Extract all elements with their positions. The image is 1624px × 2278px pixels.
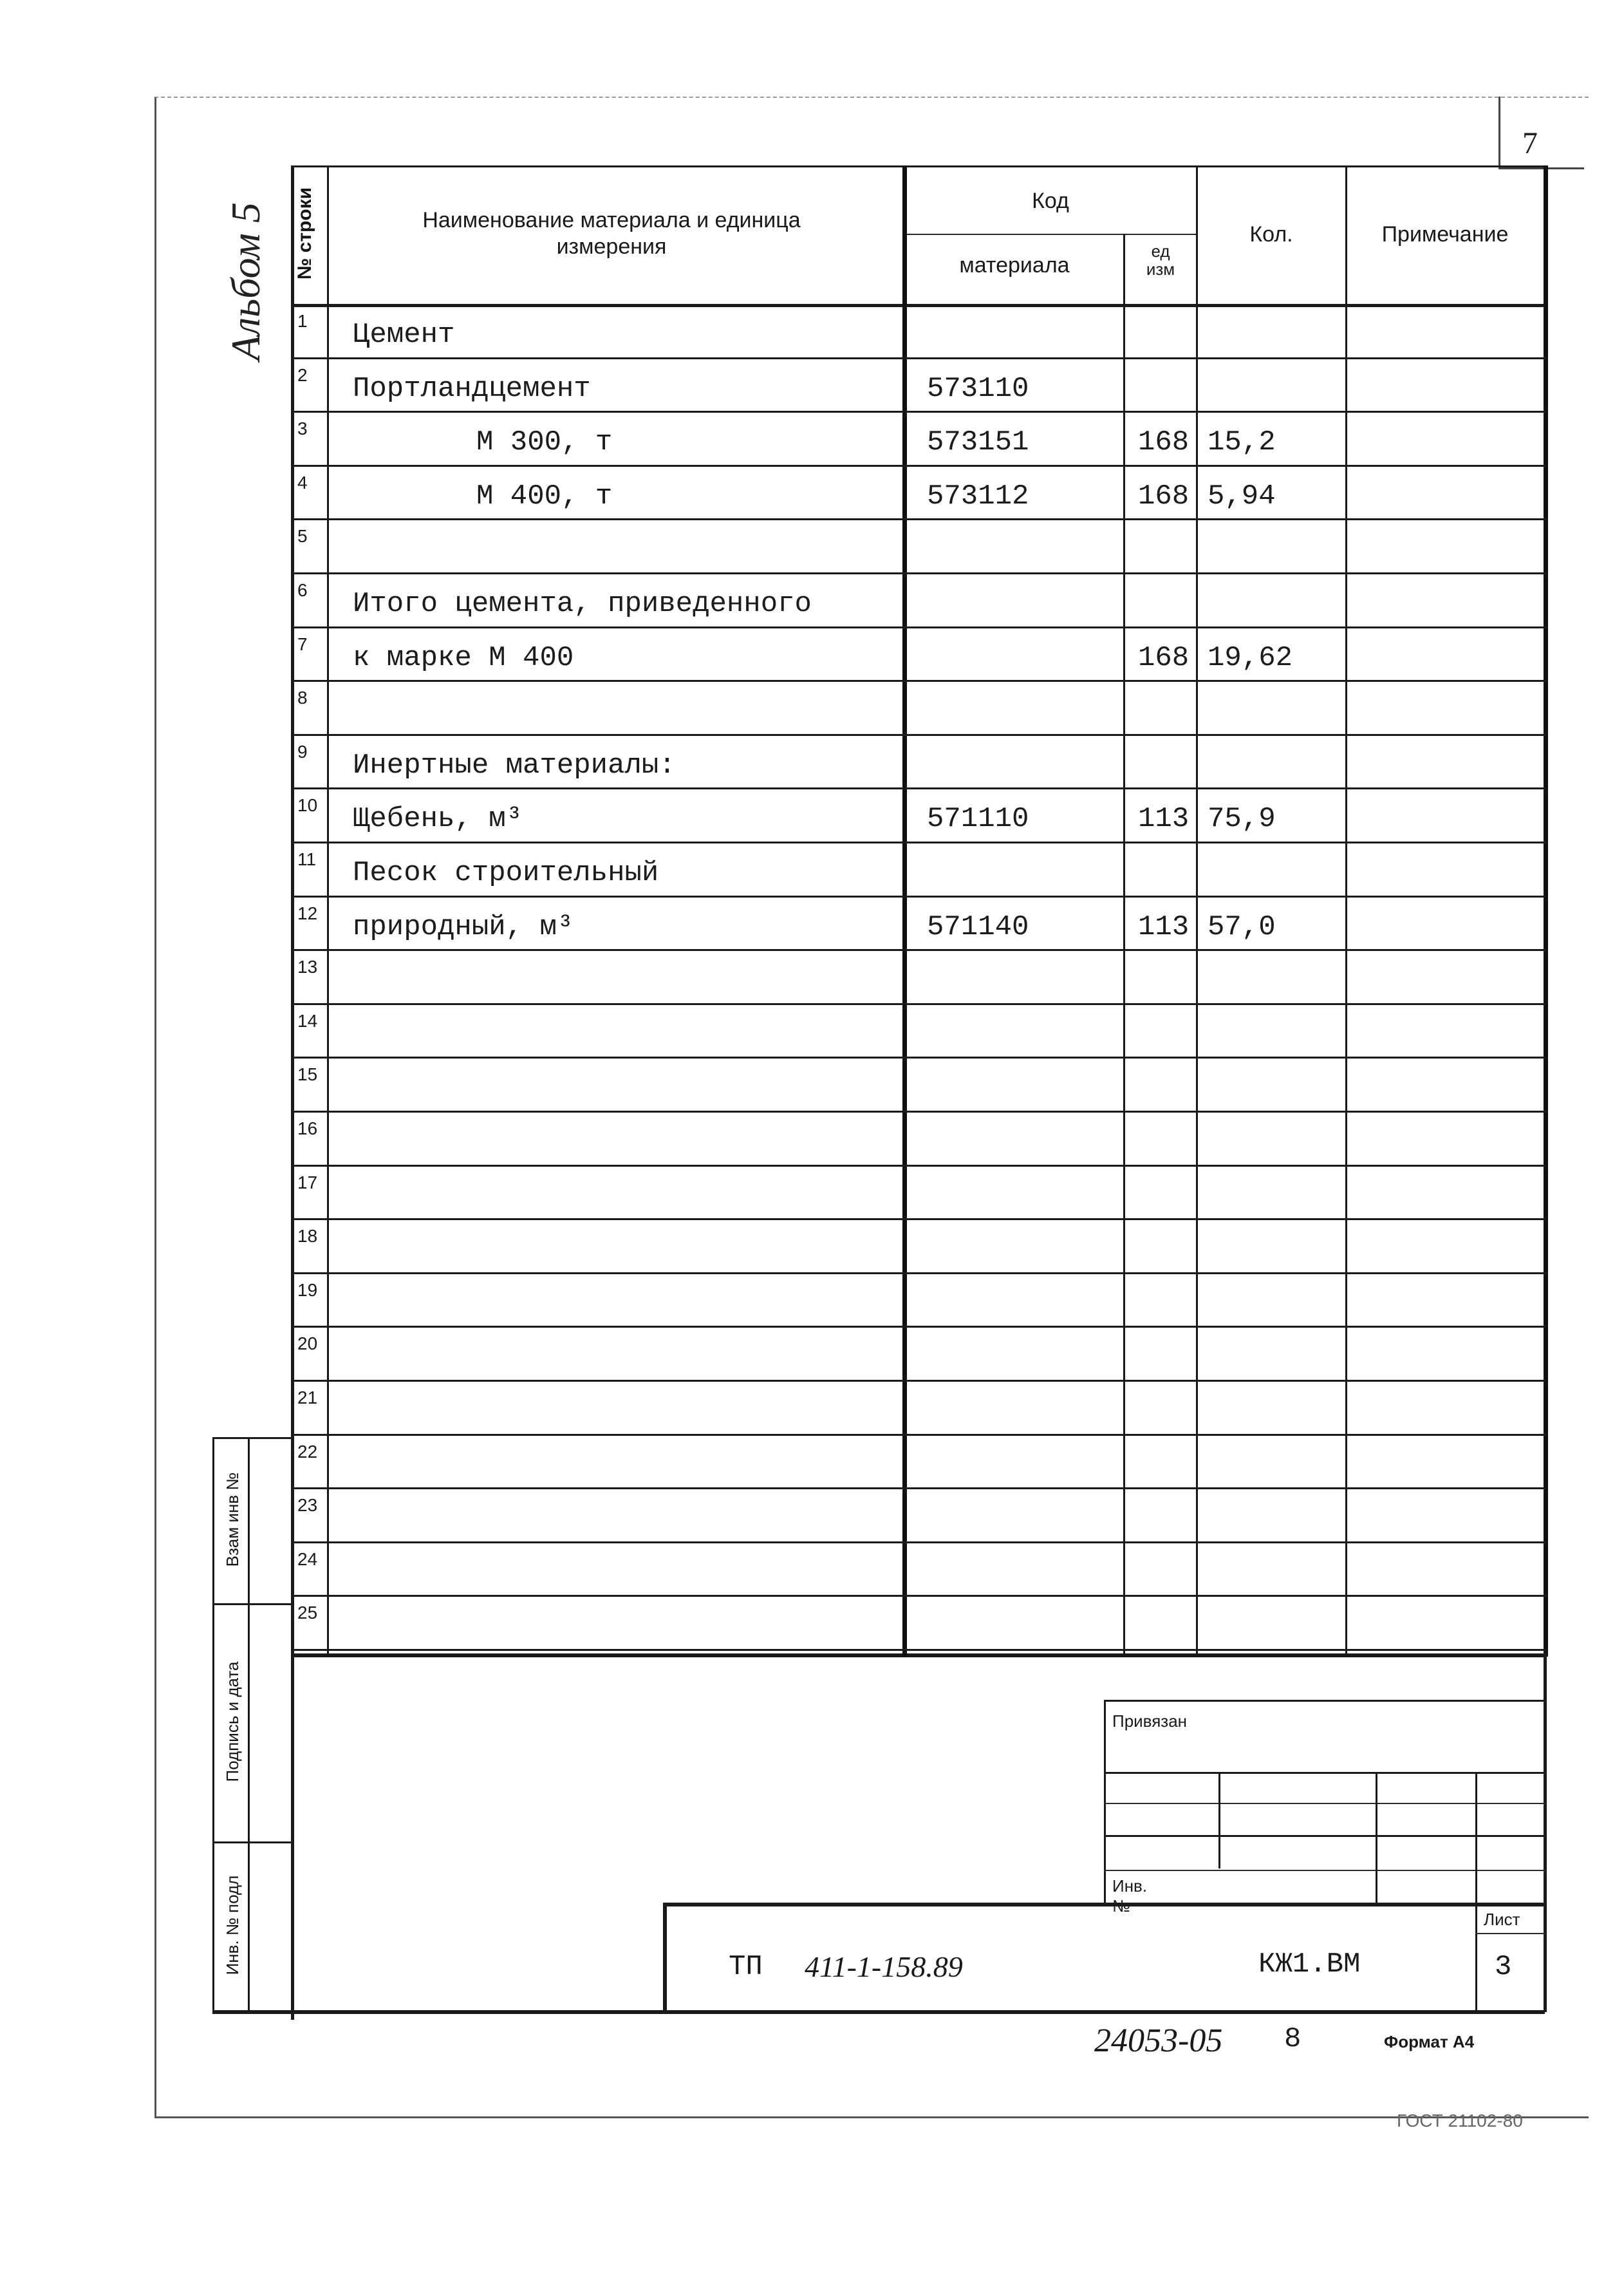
header-name: Наименование материала и единица измерения <box>422 208 801 259</box>
header-qty: Кол. <box>1249 222 1293 247</box>
tb-list-divider <box>1475 1933 1545 1934</box>
row-code: 571110 <box>927 803 1029 836</box>
tb-privyazan-top <box>1104 1700 1545 1702</box>
row-name: природный, м³ <box>353 910 574 943</box>
row-separator <box>291 1595 1546 1597</box>
row-number: 12 <box>297 903 318 923</box>
col-border-unit <box>1196 165 1198 1655</box>
row-separator <box>291 949 1546 951</box>
row-separator <box>291 626 1546 628</box>
row-code: 573151 <box>927 426 1029 459</box>
row-number: 23 <box>297 1495 318 1516</box>
header-code: Код <box>1032 189 1069 213</box>
tb-privyazan: Привязан <box>1112 1711 1188 1731</box>
col-border-right <box>1544 165 1548 1657</box>
row-number: 6 <box>297 580 308 600</box>
header-row-no: № строки <box>294 187 315 280</box>
tb-doc-code: КЖ1.ВМ <box>1258 1948 1361 1981</box>
row-separator <box>291 1541 1546 1543</box>
row-separator <box>291 518 1546 520</box>
row-separator <box>291 842 1546 843</box>
tb-list-value: 3 <box>1495 1951 1512 1983</box>
row-number: 8 <box>297 688 308 708</box>
row-number: 2 <box>297 364 308 385</box>
tb-grid-h4 <box>1104 1870 1545 1871</box>
tb-doc-top <box>663 1903 1545 1906</box>
row-number: 22 <box>297 1441 318 1462</box>
row-number: 18 <box>297 1226 318 1247</box>
table-top-border <box>291 165 1546 167</box>
row-unit: 168 <box>1138 641 1190 674</box>
col-border-qty <box>1345 165 1347 1655</box>
side-label-inv-podl: Инв. № подл <box>223 1875 242 1975</box>
code-header-divider <box>904 234 1196 235</box>
row-number: 14 <box>297 1010 318 1031</box>
row-unit: 113 <box>1138 803 1190 836</box>
row-name: Песок строительный <box>353 857 659 889</box>
row-separator <box>291 357 1546 359</box>
row-separator <box>291 1434 1546 1436</box>
album-label: Альбом 5 <box>223 202 268 361</box>
row-name: Портландцемент <box>353 372 591 405</box>
row-number: 9 <box>297 741 308 762</box>
row-separator <box>291 1218 1546 1220</box>
row-separator <box>291 1487 1546 1489</box>
tb-grid-v1 <box>1218 1772 1220 1869</box>
row-number: 1 <box>297 311 308 331</box>
tb-privyazan-left <box>1104 1700 1106 1903</box>
row-number: 4 <box>297 472 308 493</box>
row-separator <box>291 1057 1546 1059</box>
tb-list-label: Лист <box>1484 1910 1520 1929</box>
header-code-unit-1: ед <box>1151 241 1170 261</box>
row-number: 11 <box>297 849 317 869</box>
tb-grid-h1 <box>1104 1772 1545 1774</box>
side-label-vzam: Взам инв № <box>223 1472 242 1567</box>
row-number: 21 <box>297 1388 318 1407</box>
row-separator <box>291 1165 1546 1167</box>
row-number: 10 <box>297 795 318 816</box>
copy-number: 8 <box>1284 2023 1302 2055</box>
col-border-rowno <box>327 165 329 1655</box>
sheet-number: 7 <box>1522 126 1538 160</box>
row-number: 24 <box>297 1548 318 1569</box>
row-separator <box>291 1111 1546 1113</box>
row-qty: 19,62 <box>1208 641 1293 674</box>
row-separator <box>291 1272 1546 1274</box>
row-qty: 5,94 <box>1208 480 1276 513</box>
row-code: 573112 <box>927 480 1029 513</box>
col-border-code <box>1123 234 1125 1655</box>
row-name: М 400, т <box>476 480 613 513</box>
header-bottom-border <box>291 304 1546 307</box>
row-separator <box>291 1380 1546 1382</box>
header-note: Примечание <box>1381 222 1509 247</box>
row-number: 25 <box>297 1603 318 1623</box>
row-number: 5 <box>297 526 308 547</box>
row-number: 15 <box>297 1064 318 1085</box>
row-separator <box>291 411 1546 413</box>
tb-grid-h3 <box>1104 1835 1545 1837</box>
row-separator <box>291 1003 1546 1005</box>
row-code: 573110 <box>927 372 1029 405</box>
row-name: М 300, т <box>476 426 613 459</box>
tb-inv-no: Инв. № <box>1112 1876 1148 1916</box>
row-unit: 168 <box>1138 480 1190 513</box>
row-separator <box>291 572 1546 574</box>
sheet-number-box <box>1498 97 1584 169</box>
format-label: Формат А4 <box>1384 2032 1475 2051</box>
row-name: Цемент <box>353 319 455 351</box>
tb-grid-v2 <box>1376 1772 1377 1904</box>
row-qty: 75,9 <box>1208 803 1276 836</box>
tb-doc-left <box>663 1903 667 2012</box>
row-number: 13 <box>297 957 318 977</box>
side-label-podpis: Подпись и дата <box>223 1661 242 1782</box>
row-number: 16 <box>297 1118 318 1138</box>
row-unit: 168 <box>1138 426 1190 459</box>
row-number: 17 <box>297 1172 318 1192</box>
row-number: 7 <box>297 634 308 654</box>
header-code-material: материала <box>959 253 1070 278</box>
side-stamp-left <box>212 1437 214 2012</box>
archive-number: 24053-05 <box>1094 2022 1223 2059</box>
row-separator <box>291 1649 1546 1651</box>
row-separator <box>291 680 1546 682</box>
row-name: Щебень, м³ <box>353 803 523 836</box>
row-qty: 15,2 <box>1208 426 1276 459</box>
row-separator <box>291 734 1546 736</box>
table-bottom-border <box>291 1653 1546 1657</box>
tb-doc-prefix: ТП <box>729 1951 763 1983</box>
row-separator <box>291 1326 1546 1328</box>
side-stamp-mid <box>248 1437 250 2012</box>
row-separator <box>291 896 1546 898</box>
col-border-left <box>291 165 294 2020</box>
tb-grid-h2 <box>1104 1803 1545 1804</box>
side-stamp-bottom <box>212 2010 1545 2014</box>
row-separator <box>291 465 1546 467</box>
header-code-unit-2: изм <box>1146 259 1175 279</box>
tb-list-left <box>1475 1903 1477 2012</box>
tb-right-border <box>1544 1653 1547 2012</box>
row-separator <box>291 787 1546 789</box>
row-name: Инертные материалы: <box>353 749 676 782</box>
row-unit: 113 <box>1138 910 1190 943</box>
col-border-name <box>902 165 907 1657</box>
row-number: 19 <box>297 1279 318 1300</box>
row-qty: 57,0 <box>1208 910 1276 943</box>
tb-grid-v3 <box>1475 1772 1477 1904</box>
row-number: 20 <box>297 1333 318 1354</box>
row-number: 3 <box>297 419 308 439</box>
tb-doc-number: 411-1-158.89 <box>805 1950 963 1983</box>
row-name: Итого цемента, приведенного <box>353 588 812 620</box>
gost-label: ГОСТ 21102-80 <box>1397 2111 1523 2131</box>
row-code: 571140 <box>927 910 1029 943</box>
row-name: к марке М 400 <box>353 641 574 674</box>
